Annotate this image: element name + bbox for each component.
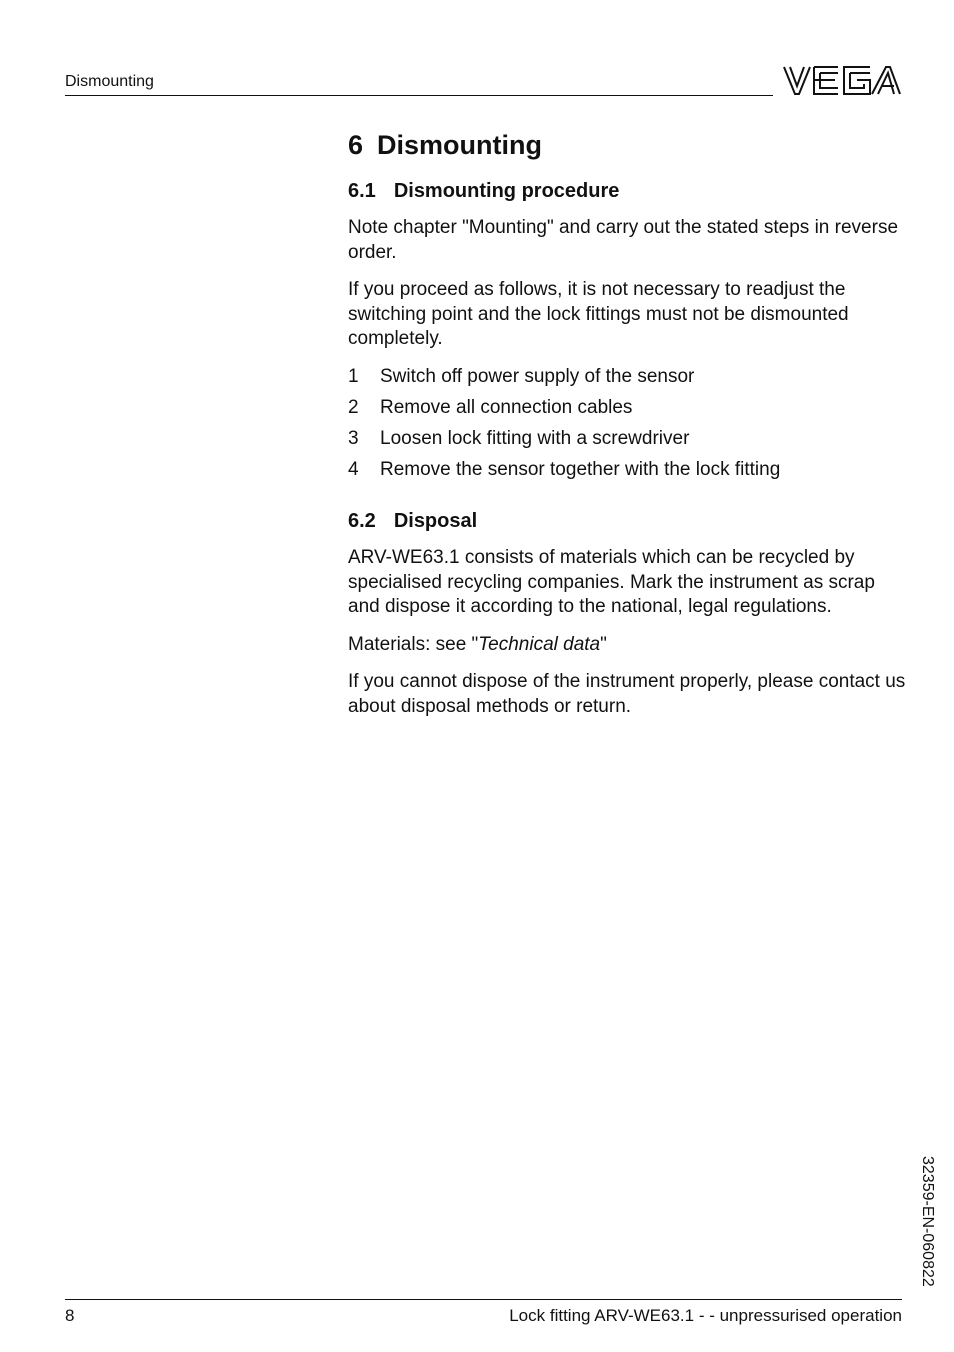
chapter-title: Dismounting	[377, 130, 543, 160]
step-text: Switch off power supply of the sensor	[380, 365, 695, 387]
step-number: 1	[348, 365, 359, 387]
step-number: 4	[348, 458, 359, 480]
paragraph: If you proceed as follows, it is not necessary to readjust the switching point and the lock fittings must not be dismounted completely.	[348, 279, 849, 349]
running-head: Dismounting	[65, 73, 154, 90]
step-text: Loosen lock fitting with a screwdriver	[380, 427, 690, 449]
paragraph: If you cannot dispose of the instrument properly, please contact us about disposal methods or return.	[348, 671, 906, 717]
materials-paragraph	[348, 633, 908, 658]
document-id: 32359-EN-060822	[919, 1156, 936, 1287]
list-item	[348, 427, 908, 452]
list-item	[348, 365, 908, 390]
chapter-heading	[348, 128, 908, 162]
section-title: Dismounting procedure	[393, 180, 620, 202]
materials-reference: Technical data	[478, 633, 601, 655]
section-number: 6.1	[348, 180, 376, 202]
list-item	[348, 458, 908, 483]
materials-prefix: Materials: see "	[348, 633, 479, 655]
footer-title: Lock fitting ARV-WE63.1 - - unpressurised operation	[509, 1306, 902, 1325]
step-text: Remove the sensor together with the lock fitting	[380, 458, 781, 480]
section-number: 6.2	[348, 510, 376, 532]
list-item	[348, 396, 908, 421]
page-number: 8	[65, 1306, 75, 1325]
footer-rule	[65, 1299, 902, 1300]
step-number: 3	[348, 427, 359, 449]
step-text: Remove all connection cables	[380, 396, 633, 418]
main-content	[348, 128, 908, 732]
section-heading-procedure	[348, 178, 908, 204]
vega-logo	[782, 62, 902, 98]
paragraph: ARV-WE63.1 consists of materials which can be recycled by specialised recycling companies. Mark the instrument as scrap and dispose it according to the national, legal regulations.	[348, 547, 875, 617]
step-number: 2	[348, 396, 359, 418]
header-rule	[65, 95, 773, 96]
chapter-number: 6	[348, 130, 364, 160]
steps-list	[348, 365, 908, 483]
section-heading-disposal	[348, 508, 908, 534]
section-title: Disposal	[393, 510, 478, 532]
paragraph: Note chapter "Mounting" and carry out the stated steps in reverse order.	[348, 217, 899, 263]
materials-suffix: "	[600, 633, 607, 655]
